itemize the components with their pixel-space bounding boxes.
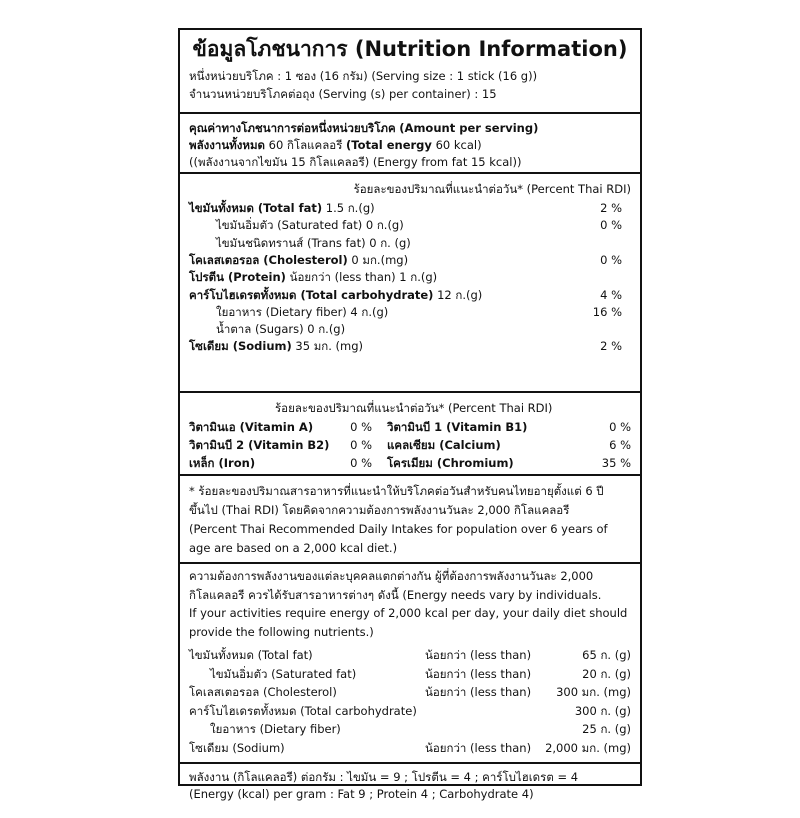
vitamin-name: วิตามินบี 1 (Vitamin B1) — [387, 420, 528, 434]
macro-row — [216, 304, 631, 320]
macro-row — [189, 252, 631, 268]
macro-amount: 12 ก.(g) — [433, 287, 483, 302]
needs-condition: น้อยกว่า (less than) — [425, 666, 532, 681]
needs-intro-line: ความต้องการพลังงานของแต่ละบุคคลแตกต่างกัน ผู้ที่ต้องการพลังงานวันละ 2,000 — [189, 569, 594, 583]
footnote-line: (Percent Thai Recommended Daily Intakes for population over 6 years of — [189, 522, 608, 536]
macro-amount: ใยอาหาร (Dietary fiber) 4 ก.(g) — [216, 304, 389, 319]
vitamin-percent: 0 % — [350, 438, 372, 452]
macro-name: โคเลสเตอรอล (Cholesterol) — [189, 252, 348, 267]
needs-amount: 300 มก. (mg) — [556, 685, 631, 699]
energy-per-gram-th: พลังงาน (กิโลแคลอรี) ต่อกรัม : ไขมัน = 9 ; โปรตีน = 4 ; คาร์โบไฮเดรต = 4 — [189, 770, 579, 784]
macro-amount: 0 มก.(mg) — [347, 252, 409, 267]
macro-rdi-percent: 0 % — [600, 252, 622, 267]
macro-amount: 35 มก. (mg) — [291, 339, 364, 354]
macro-rdi-percent: 2 % — [600, 201, 622, 215]
macro-name: โซเดียม (Sodium) — [189, 339, 292, 354]
vitamin-name: โครเมียม (Chromium) — [387, 456, 514, 470]
macro-rdi-percent: 4 % — [600, 287, 622, 302]
needs-condition: น้อยกว่า (less than) — [425, 740, 532, 755]
footnote-line: age are based on a 2,000 kcal diet.) — [189, 541, 398, 555]
macro-row — [189, 269, 631, 285]
amount-header-en: (Amount per serving) — [399, 121, 539, 135]
energy-per-gram-en: (Energy (kcal) per gram : Fat 9 ; Protein 4 ; Carbohydrate 4) — [189, 787, 534, 801]
needs-section — [180, 562, 640, 762]
needs-nutrient: โคเลสเตอรอล (Cholesterol) — [189, 685, 337, 699]
vitamin-name: เหล็ก (Iron) — [189, 456, 256, 470]
needs-nutrient: ไขมันอิ่มตัว (Saturated fat) — [210, 666, 357, 681]
amount-section — [180, 112, 640, 172]
vitamin-percent: 0 % — [609, 420, 631, 434]
macro-rdi-percent: 16 % — [592, 304, 622, 319]
needs-amount: 2,000 มก. (mg) — [545, 740, 631, 755]
nutrition-panel — [178, 28, 642, 801]
total-energy-th-value: 60 กิโลแคลอรี — [265, 138, 347, 152]
macro-row — [189, 200, 631, 216]
total-energy — [189, 137, 631, 153]
needs-intro-line: provide the following nutrients.) — [189, 624, 374, 639]
vitamin-name: วิตามินเอ (Vitamin A) — [189, 420, 314, 434]
macro-amount: ไขมันอิ่มตัว (Saturated fat) 0 ก.(g) — [216, 218, 404, 233]
amount-header — [189, 120, 631, 136]
macro-row — [216, 235, 631, 251]
total-energy-en-value: 60 kcal) — [431, 138, 482, 152]
needs-nutrient: ใยอาหาร (Dietary fiber) — [210, 722, 341, 736]
macro-name: โปรตีน (Protein) — [189, 270, 286, 285]
total-energy-th: พลังงานทั้งหมด — [189, 138, 266, 152]
macros-rdi-header: ร้อยละของปริมาณที่แนะนำต่อวัน* (Percent Thai RDI) — [353, 182, 631, 196]
macro-rdi-percent: 2 % — [600, 339, 622, 354]
macro-row — [216, 217, 631, 233]
vitamins-section — [180, 391, 640, 474]
energy-from-fat: ((พลังงานจากไขมัน 15 กิโลแคลอรี) (Energy from fat 15 kcal)) — [189, 155, 522, 169]
macro-row — [216, 321, 631, 337]
needs-condition: น้อยกว่า (less than) — [425, 648, 532, 662]
needs-amount: 65 ก. (g) — [582, 648, 631, 662]
vitamin-name: แคลเซียม (Calcium) — [387, 438, 501, 452]
vitamin-percent: 0 % — [350, 456, 372, 470]
macro-row — [189, 287, 631, 303]
vitamins-rdi-header: ร้อยละของปริมาณที่แนะนำต่อวัน* (Percent Thai RDI) — [275, 401, 553, 415]
vitamin-percent: 6 % — [609, 438, 631, 452]
macro-amount: ไขมันชนิดทรานส์ (Trans fat) 0 ก. (g) — [216, 235, 411, 250]
vitamin-percent: 35 % — [601, 456, 631, 470]
macro-row — [189, 338, 631, 354]
vitamin-percent: 0 % — [350, 420, 372, 434]
macro-name: คาร์โบไฮเดรตทั้งหมด (Total carbohydrate) — [189, 287, 434, 302]
needs-condition: น้อยกว่า (less than) — [425, 685, 532, 699]
energy-per-gram-section — [180, 762, 640, 818]
total-energy-en: (Total energy — [346, 138, 432, 152]
amount-header-th: คุณค่าทางโภชนาการต่อหนึ่งหน่วยบริโภค — [189, 121, 396, 135]
needs-intro-line: If your activities require energy of 2,000 kcal per day, your daily diet should — [189, 606, 628, 620]
needs-amount: 25 ก. (g) — [582, 722, 631, 736]
footnote-line: ขึ้นไป (Thai RDI) โดยคิดจากความต้องการพลังงานวันละ 2,000 กิโลแคลอรี — [189, 503, 570, 517]
servings-per-container: จำนวนหน่วยบริโภคต่อถุง (Serving (s) per container) : 15 — [189, 87, 497, 101]
panel-title: ข้อมูลโภชนาการ (Nutrition Information) — [192, 37, 628, 61]
needs-nutrient: คาร์โบไฮเดรตทั้งหมด (Total carbohydrate) — [189, 703, 417, 718]
serving-size: หนึ่งหน่วยบริโภค : 1 ซอง (16 กรัม) (Serving size : 1 stick (16 g)) — [189, 69, 538, 83]
macros-section — [180, 172, 640, 391]
macro-rdi-percent: 0 % — [600, 218, 622, 233]
footnote-line: * ร้อยละของปริมาณสารอาหารที่แนะนำให้บริโภคต่อวันสำหรับคนไทยอายุตั้งแต่ 6 ปี — [189, 484, 604, 498]
vitamin-name: วิตามินบี 2 (Vitamin B2) — [189, 438, 330, 452]
needs-nutrient: ไขมันทั้งหมด (Total fat) — [189, 648, 313, 662]
macro-amount: น้อยกว่า (less than) 1 ก.(g) — [285, 270, 438, 285]
footnote-section — [180, 474, 640, 562]
needs-amount: 20 ก. (g) — [582, 666, 631, 681]
macro-amount: 1.5 ก.(g) — [322, 201, 375, 215]
needs-intro-line: กิโลแคลอรี ควรได้รับสารอาหารต่างๆ ดังนี้ (Energy needs vary by individuals. — [189, 587, 602, 602]
needs-nutrient: โซเดียม (Sodium) — [189, 740, 285, 755]
macro-name: ไขมันทั้งหมด (Total fat) — [189, 201, 323, 215]
header-section — [180, 30, 640, 112]
needs-amount: 300 ก. (g) — [574, 703, 631, 718]
macro-amount: น้ำตาล (Sugars) 0 ก.(g) — [216, 322, 346, 337]
